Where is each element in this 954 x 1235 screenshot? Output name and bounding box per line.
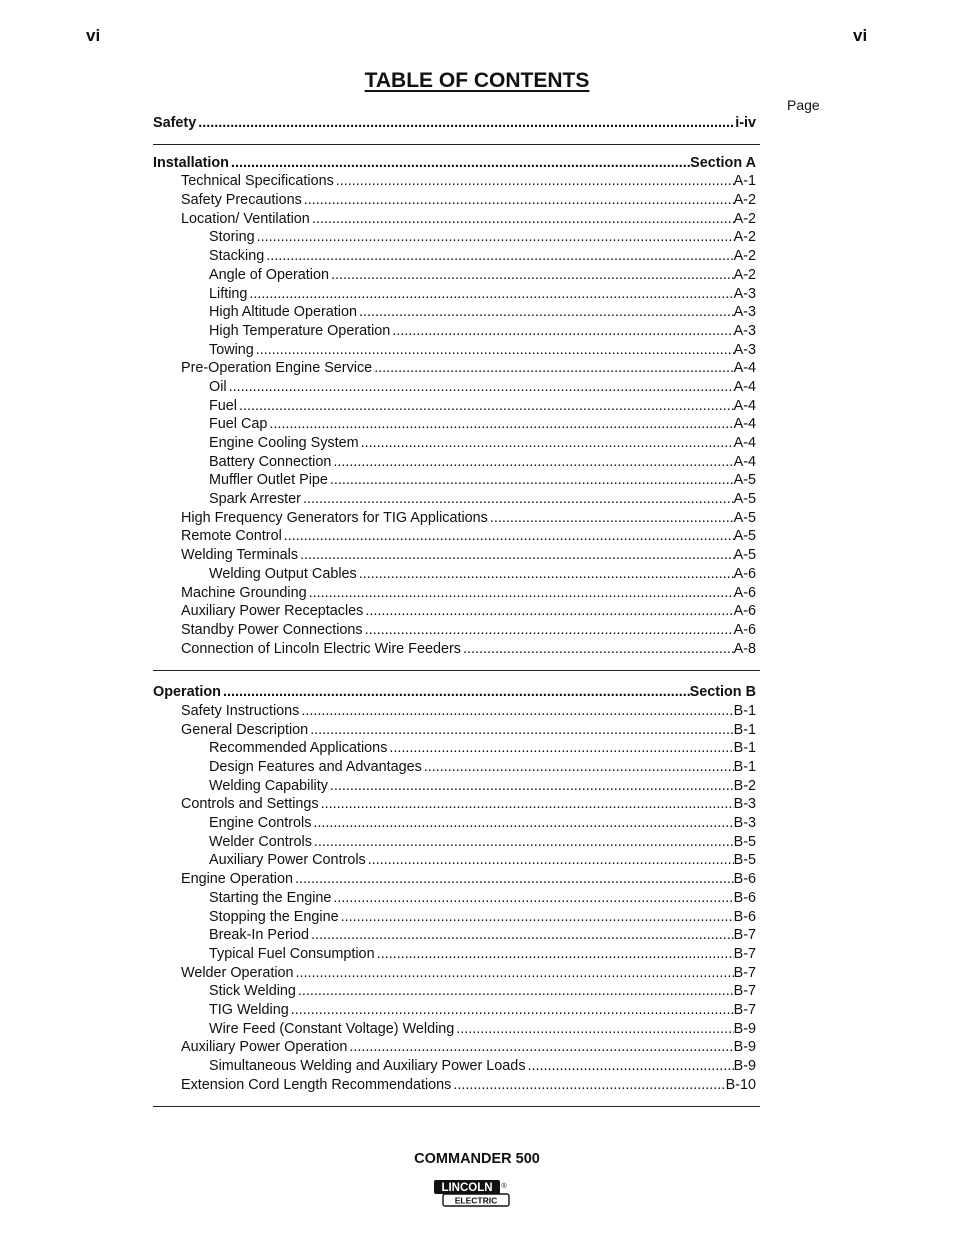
toc-entry-label: High Frequency Generators for TIG Applications: [181, 509, 488, 526]
page-title-text: TABLE OF CONTENTS: [364, 69, 590, 92]
toc-entry: [153, 1020, 756, 1039]
toc-entry-label: Stacking: [209, 248, 265, 265]
toc-entry-label: Fuel: [209, 397, 237, 414]
toc-entry-page: B-5: [733, 833, 756, 850]
toc-entry-page: B-1: [733, 721, 756, 738]
toc-entry: [153, 777, 756, 796]
toc-entry-label: Auxiliary Power Receptacles: [181, 603, 364, 620]
toc-entry-page: A-4: [733, 360, 756, 377]
toc-entry-label: Welding Capability: [209, 777, 328, 794]
toc-entry-page: B-7: [733, 945, 756, 962]
toc-entry: [153, 870, 756, 889]
toc-entry-label: High Temperature Operation: [209, 322, 391, 339]
toc-entry-page: A-2: [733, 266, 756, 283]
toc-entry-page: B-6: [733, 908, 756, 925]
logo-registered-mark: ®: [501, 1183, 507, 1190]
toc-entry-label: Extension Cord Length Recommendations: [181, 1076, 452, 1093]
toc-dot-leader: [463, 640, 734, 659]
toc-entry-page: A-5: [733, 472, 756, 489]
toc-entry-page: B-6: [733, 871, 756, 888]
toc-dot-leader: [374, 359, 733, 378]
toc-entry-page: A-6: [733, 603, 756, 620]
toc-entry-label: Remote Control: [181, 528, 282, 545]
toc-entry: [153, 509, 756, 528]
toc-entry-label: Operation: [153, 684, 221, 701]
toc-entry-label: Connection of Lincoln Electric Wire Feeders: [181, 640, 461, 657]
toc-entry-page: A-6: [733, 565, 756, 582]
toc-entry: [153, 266, 756, 285]
toc-entry-page: A-4: [733, 435, 756, 451]
toc-dot-leader: [341, 908, 734, 927]
logo-text-top: LINCOLN: [441, 1182, 493, 1194]
toc-section-heading: [153, 683, 756, 702]
toc-entry-page: B-7: [733, 927, 756, 944]
toc-entry-label: Towing: [209, 341, 254, 358]
toc-entry-page: A-5: [733, 547, 756, 564]
toc-dot-leader: [301, 702, 733, 721]
toc-entry-label: Safety Instructions: [181, 702, 300, 719]
toc-dot-leader: [333, 889, 733, 908]
toc-entry-label: Wire Feed (Constant Voltage) Welding: [209, 1020, 455, 1037]
toc-dot-leader: [284, 527, 734, 546]
toc-dot-leader: [256, 341, 734, 360]
toc-entry: [153, 908, 756, 927]
toc-entry: [153, 851, 756, 870]
toc-entry-label: High Altitude Operation: [209, 304, 357, 321]
toc-entry-label: Auxiliary Power Controls: [209, 852, 366, 869]
page-number-left: vi: [86, 26, 101, 45]
toc-entry-label: Pre-Operation Engine Service: [181, 360, 373, 377]
toc-entry-page: A-3: [733, 304, 756, 321]
toc-dot-leader: [266, 247, 733, 266]
toc-entry-page: A-3: [733, 285, 756, 302]
toc-entry: [153, 546, 756, 565]
toc-entry-label: Fuel Cap: [209, 416, 268, 433]
toc-entry: [153, 889, 756, 908]
toc-entry: [153, 1038, 756, 1057]
toc-entry-page: B-9: [733, 1039, 756, 1056]
toc-entry-label: Break-In Period: [209, 927, 309, 944]
toc-entry-page: Section B: [689, 684, 756, 701]
toc-entry-page: A-4: [733, 378, 756, 395]
toc-entry: [153, 964, 756, 983]
toc-entry-page: A-4: [733, 416, 756, 433]
toc-entry: [153, 1076, 756, 1095]
toc-entry-page: A-2: [733, 210, 756, 227]
toc-dot-leader: [291, 1001, 734, 1020]
toc-entry-label: Welding Output Cables: [209, 565, 357, 582]
toc-section-heading: [153, 154, 756, 173]
toc-entry-page: B-9: [733, 1020, 756, 1037]
toc-dot-leader: [368, 851, 734, 870]
toc-entry-label: Technical Specifications: [181, 173, 334, 190]
toc-entry: [153, 565, 756, 584]
toc-dot-leader: [296, 964, 734, 983]
toc-entry-label: Engine Cooling System: [209, 435, 359, 451]
toc-entry: [153, 584, 756, 603]
toc-entry-page: A-5: [733, 491, 756, 508]
toc-dot-leader: [309, 584, 734, 603]
toc-entry: [153, 945, 756, 964]
toc-entry-page: A-2: [733, 248, 756, 265]
toc-entry-page: B-3: [733, 815, 756, 832]
toc-entry-page: A-6: [733, 621, 756, 638]
toc-dot-leader: [528, 1057, 734, 1076]
toc-dot-leader: [359, 303, 734, 322]
toc-entry-label: Installation: [153, 154, 229, 171]
toc-entry-label: Safety Precautions: [181, 192, 302, 209]
toc-entry-label: Engine Operation: [181, 871, 294, 888]
toc-entry-page: A-8: [733, 640, 756, 657]
toc-dot-leader: [490, 509, 734, 528]
toc-dot-leader: [249, 285, 733, 304]
toc-dot-leader: [239, 397, 734, 416]
toc-entry-page: i-iv: [735, 115, 756, 131]
toc-entry-page: B-7: [733, 983, 756, 1000]
toc-entry-label: TIG Welding: [209, 1001, 289, 1018]
toc-entry-page: B-10: [725, 1076, 756, 1093]
toc-entry: [153, 415, 756, 434]
toc-entry: [153, 621, 756, 640]
toc-entry: [153, 341, 756, 360]
toc-entry-label: Starting the Engine: [209, 889, 332, 906]
toc-entry-page: B-6: [733, 889, 756, 906]
toc-entry: [153, 191, 756, 210]
toc-entry: [153, 434, 756, 453]
toc-entry: [153, 833, 756, 852]
lincoln-electric-logo: [433, 1179, 511, 1207]
toc-entry-page: A-6: [733, 584, 756, 601]
toc-entry: [153, 172, 756, 191]
toc-dot-leader: [321, 795, 734, 814]
toc-entry-label: Oil: [209, 378, 227, 395]
toc-dot-leader: [365, 621, 734, 640]
toc-dot-leader: [269, 415, 733, 434]
toc-entry: [153, 602, 756, 621]
toc-dot-leader: [312, 210, 734, 229]
toc-entry: [153, 527, 756, 546]
toc-entry-page: B-1: [733, 702, 756, 719]
section-divider: [153, 670, 760, 671]
toc-entry-page: B-3: [733, 796, 756, 813]
toc-dot-leader: [453, 1076, 725, 1095]
toc-entry-label: Stick Welding: [209, 983, 296, 1000]
toc-dot-leader: [349, 1038, 733, 1057]
toc-entry: [153, 1057, 756, 1076]
toc-dot-leader: [298, 982, 734, 1001]
toc-entry: [153, 721, 756, 740]
toc-dot-leader: [333, 453, 733, 472]
product-name: COMMANDER 500: [414, 1151, 540, 1167]
toc-dot-leader: [304, 191, 734, 210]
toc-dot-leader: [424, 758, 734, 777]
page-number-right: vi: [853, 26, 868, 45]
toc-entry-page: B-1: [733, 740, 756, 757]
toc-entry-page: A-2: [733, 192, 756, 209]
toc-entry-label: Spark Arrester: [209, 491, 301, 508]
toc-entry: [153, 285, 756, 304]
toc-dot-leader: [313, 814, 733, 833]
toc-entry: [153, 247, 756, 266]
toc-dot-leader: [330, 777, 734, 796]
toc-dot-leader: [314, 833, 734, 852]
toc-entry-page: Section A: [690, 154, 756, 171]
toc-entry-page: B-9: [733, 1058, 756, 1074]
toc-entry-label: Lifting: [209, 285, 248, 302]
toc-entry-page: A-4: [733, 397, 756, 414]
toc-entry: [153, 322, 756, 341]
toc-entry-page: B-5: [733, 852, 756, 869]
toc-entry-label: Welder Controls: [209, 833, 312, 850]
toc-entry-page: A-5: [733, 509, 756, 526]
toc-entry-label: Engine Controls: [209, 815, 312, 832]
toc-entry-page: B-7: [733, 1001, 756, 1018]
toc-dot-leader: [377, 945, 734, 964]
toc-dot-leader: [365, 602, 733, 621]
toc-dot-leader: [311, 926, 734, 945]
toc-section: [153, 154, 756, 659]
toc-entry-page: A-4: [733, 453, 756, 470]
toc-entry: [153, 490, 756, 509]
toc-section: [153, 683, 756, 1094]
toc-entry-label: Muffler Outlet Pipe: [209, 472, 328, 489]
logo-text-bottom: ELECTRIC: [454, 1195, 498, 1206]
toc-dot-leader: [229, 378, 734, 397]
toc-dot-leader: [361, 434, 734, 453]
toc-entry: [153, 378, 756, 397]
toc-entry-label: Angle of Operation: [209, 266, 330, 283]
toc-dot-leader: [303, 490, 734, 509]
toc-entry-page: A-1: [733, 173, 756, 190]
toc-entry: [153, 228, 756, 247]
toc-entry: [153, 453, 756, 472]
toc-dot-leader: [310, 721, 733, 740]
toc-entry-label: Location/ Ventilation: [181, 210, 310, 227]
toc-entry-label: Welding Terminals: [181, 547, 299, 564]
toc-entry-page: B-2: [733, 777, 756, 794]
toc-dot-leader: [331, 266, 734, 285]
toc-dot-leader: [300, 546, 734, 565]
toc-entry-label: Simultaneous Welding and Auxiliary Power Loads: [209, 1058, 526, 1074]
toc-entry: [153, 471, 756, 490]
toc-entry-label: Controls and Settings: [181, 796, 319, 813]
section-divider: [153, 144, 760, 145]
toc-dot-leader: [389, 739, 733, 758]
toc-dot-leader: [330, 471, 734, 490]
toc-entry-page: A-3: [733, 341, 756, 358]
toc-dot-leader: [223, 683, 690, 702]
toc-entry-page: B-1: [733, 759, 756, 775]
toc-dot-leader: [198, 114, 735, 133]
toc-entry-label: Safety: [153, 115, 197, 131]
toc-entry-label: Auxiliary Power Operation: [181, 1039, 348, 1056]
toc-dot-leader: [336, 172, 734, 191]
toc-entry: [153, 303, 756, 322]
toc-entry: [153, 758, 756, 777]
toc-entry: [153, 702, 756, 721]
toc-entry-label: Standby Power Connections: [181, 621, 363, 638]
toc-entry: [153, 795, 756, 814]
section-divider: [153, 1106, 760, 1107]
toc-entry-label: Typical Fuel Consumption: [209, 945, 375, 962]
toc-entry: [153, 640, 756, 659]
toc-entry: [153, 739, 756, 758]
page-column-label: Page: [787, 97, 820, 113]
table-of-contents: [153, 114, 756, 1107]
toc-entry-label: Storing: [209, 229, 255, 246]
toc-entry-label: Welder Operation: [181, 964, 294, 981]
toc-entry-page: B-7: [733, 964, 756, 981]
toc-entry: [153, 397, 756, 416]
toc-entry: [153, 814, 756, 833]
toc-entry: [153, 982, 756, 1001]
toc-dot-leader: [257, 228, 734, 247]
toc-entry-label: Stopping the Engine: [209, 908, 339, 925]
toc-entry-label: Recommended Applications: [209, 740, 388, 757]
toc-entry-page: A-2: [733, 229, 756, 246]
toc-entry: [153, 359, 756, 378]
page-title: [0, 69, 954, 93]
toc-entry-label: General Description: [181, 721, 309, 738]
toc-section: [153, 114, 756, 133]
toc-entry-label: Machine Grounding: [181, 584, 307, 601]
toc-dot-leader: [359, 565, 734, 584]
toc-entry: [153, 1001, 756, 1020]
toc-entry: [153, 210, 756, 229]
toc-entry-label: Battery Connection: [209, 453, 332, 470]
toc-entry-page: A-5: [733, 528, 756, 545]
toc-entry: [153, 926, 756, 945]
toc-section-heading: [153, 114, 756, 133]
toc-entry-label: Design Features and Advantages: [209, 759, 422, 775]
toc-dot-leader: [392, 322, 733, 341]
toc-dot-leader: [295, 870, 734, 889]
toc-dot-leader: [456, 1020, 733, 1039]
toc-dot-leader: [231, 154, 690, 173]
toc-entry-page: A-3: [733, 322, 756, 339]
